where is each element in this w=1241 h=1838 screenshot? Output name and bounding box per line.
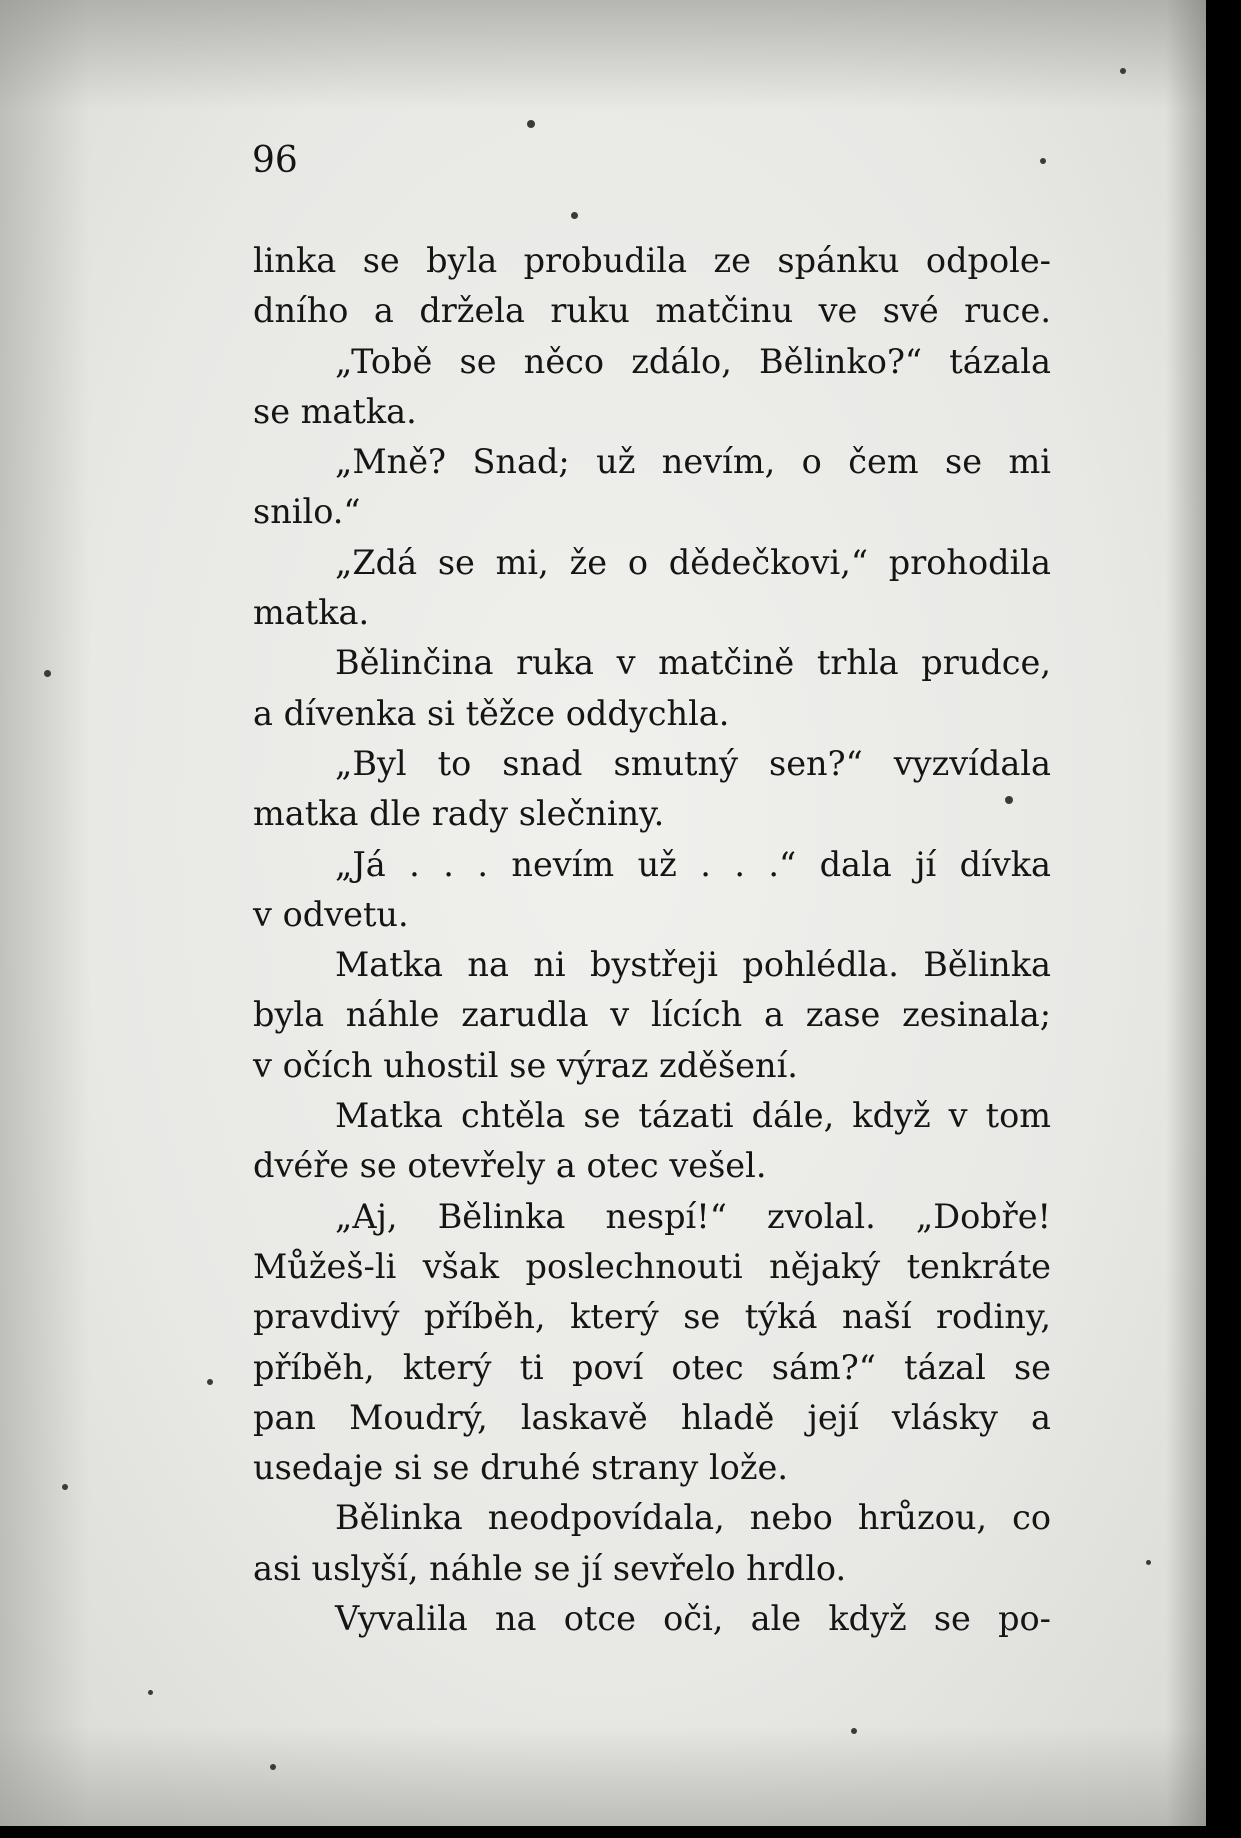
text-line: „Zdá se mi, že o dědečkovi,“ prohodila (335, 542, 1051, 582)
text-line: pan Moudrý, laskavě hladě její vlásky a (253, 1397, 1051, 1437)
paper-shadow-left (0, 0, 90, 1826)
text-line: „Tobě se něco zdálo, Bělinko?“ tázala (335, 341, 1051, 381)
text-line: „Byl to snad smutný sen?“ vyzvídala (335, 743, 1051, 783)
scan-speck (1120, 68, 1126, 74)
text-line: asi uslyší, náhle se jí sevřelo hrdlo. (253, 1548, 847, 1588)
text-line: matka dle rady slečniny. (253, 794, 665, 834)
scan-speck (148, 1690, 153, 1695)
text-line: linka se byla probudila ze spánku odpole- (253, 241, 1051, 280)
text-line: Matka chtěla se tázati dále, když v tom (335, 1096, 1051, 1136)
paper-shadow-right (1166, 0, 1206, 1826)
text-line: Vyvalila na otce oči, ale když se po- (335, 1599, 1051, 1639)
page-number: 96 (252, 140, 298, 181)
text-line: se matka. (253, 391, 417, 431)
text-line: v odvetu. (253, 894, 409, 934)
paper-shadow-bottom (0, 1726, 1206, 1826)
scan-speck (207, 1379, 213, 1385)
text-line: příběh, který ti poví otec sám?“ tázal se (253, 1347, 1051, 1387)
text-line: Můžeš-li však poslechnouti nějaký tenkráte (253, 1246, 1051, 1286)
text-line: „Aj, Bělinka nespí!“ zvolal. „Dobře! (335, 1196, 1051, 1236)
text-line: Bělinka neodpovídala, nebo hrůzou, co (335, 1498, 1051, 1538)
text-line: dního a držela ruku matčinu ve své ruce. (253, 291, 1051, 331)
scan-speck (62, 1484, 68, 1490)
text-line: v očích uhostil se výraz zděšení. (253, 1045, 798, 1085)
text-line: snilo.“ (253, 492, 361, 532)
text-line: pravdivý příběh, který se týká naší rodiny, (253, 1297, 1051, 1337)
text-line: usedaje si se druhé strany lože. (253, 1448, 788, 1488)
scan-speck (1040, 158, 1046, 164)
scan-speck (44, 670, 51, 677)
text-line: „Já . . . nevím už . . .“ dala jí dívka (335, 844, 1051, 884)
text-line: a dívenka si těžce oddychla. (253, 693, 730, 733)
scan-speck (851, 1728, 857, 1734)
text-line: matka. (253, 593, 370, 633)
text-line: „Mně? Snad; už nevím, o čem se mi (335, 442, 1051, 482)
text-line: dvéře se otevřely a otec vešel. (253, 1146, 767, 1186)
scan-speck (1146, 1560, 1151, 1565)
body-text (253, 236, 1051, 1644)
text-line: Matka na ni bystřeji pohlédla. Bělinka (335, 945, 1051, 985)
paper-shadow-top (0, 0, 1206, 110)
scan-speck (270, 1764, 276, 1770)
text-line: byla náhle zarudla v lících a zase zesinala; (253, 995, 1051, 1035)
scan-speck (571, 212, 578, 219)
scan-speck (527, 120, 535, 128)
text-line: Bělinčina ruka v matčině trhla prudce, (335, 643, 1051, 683)
